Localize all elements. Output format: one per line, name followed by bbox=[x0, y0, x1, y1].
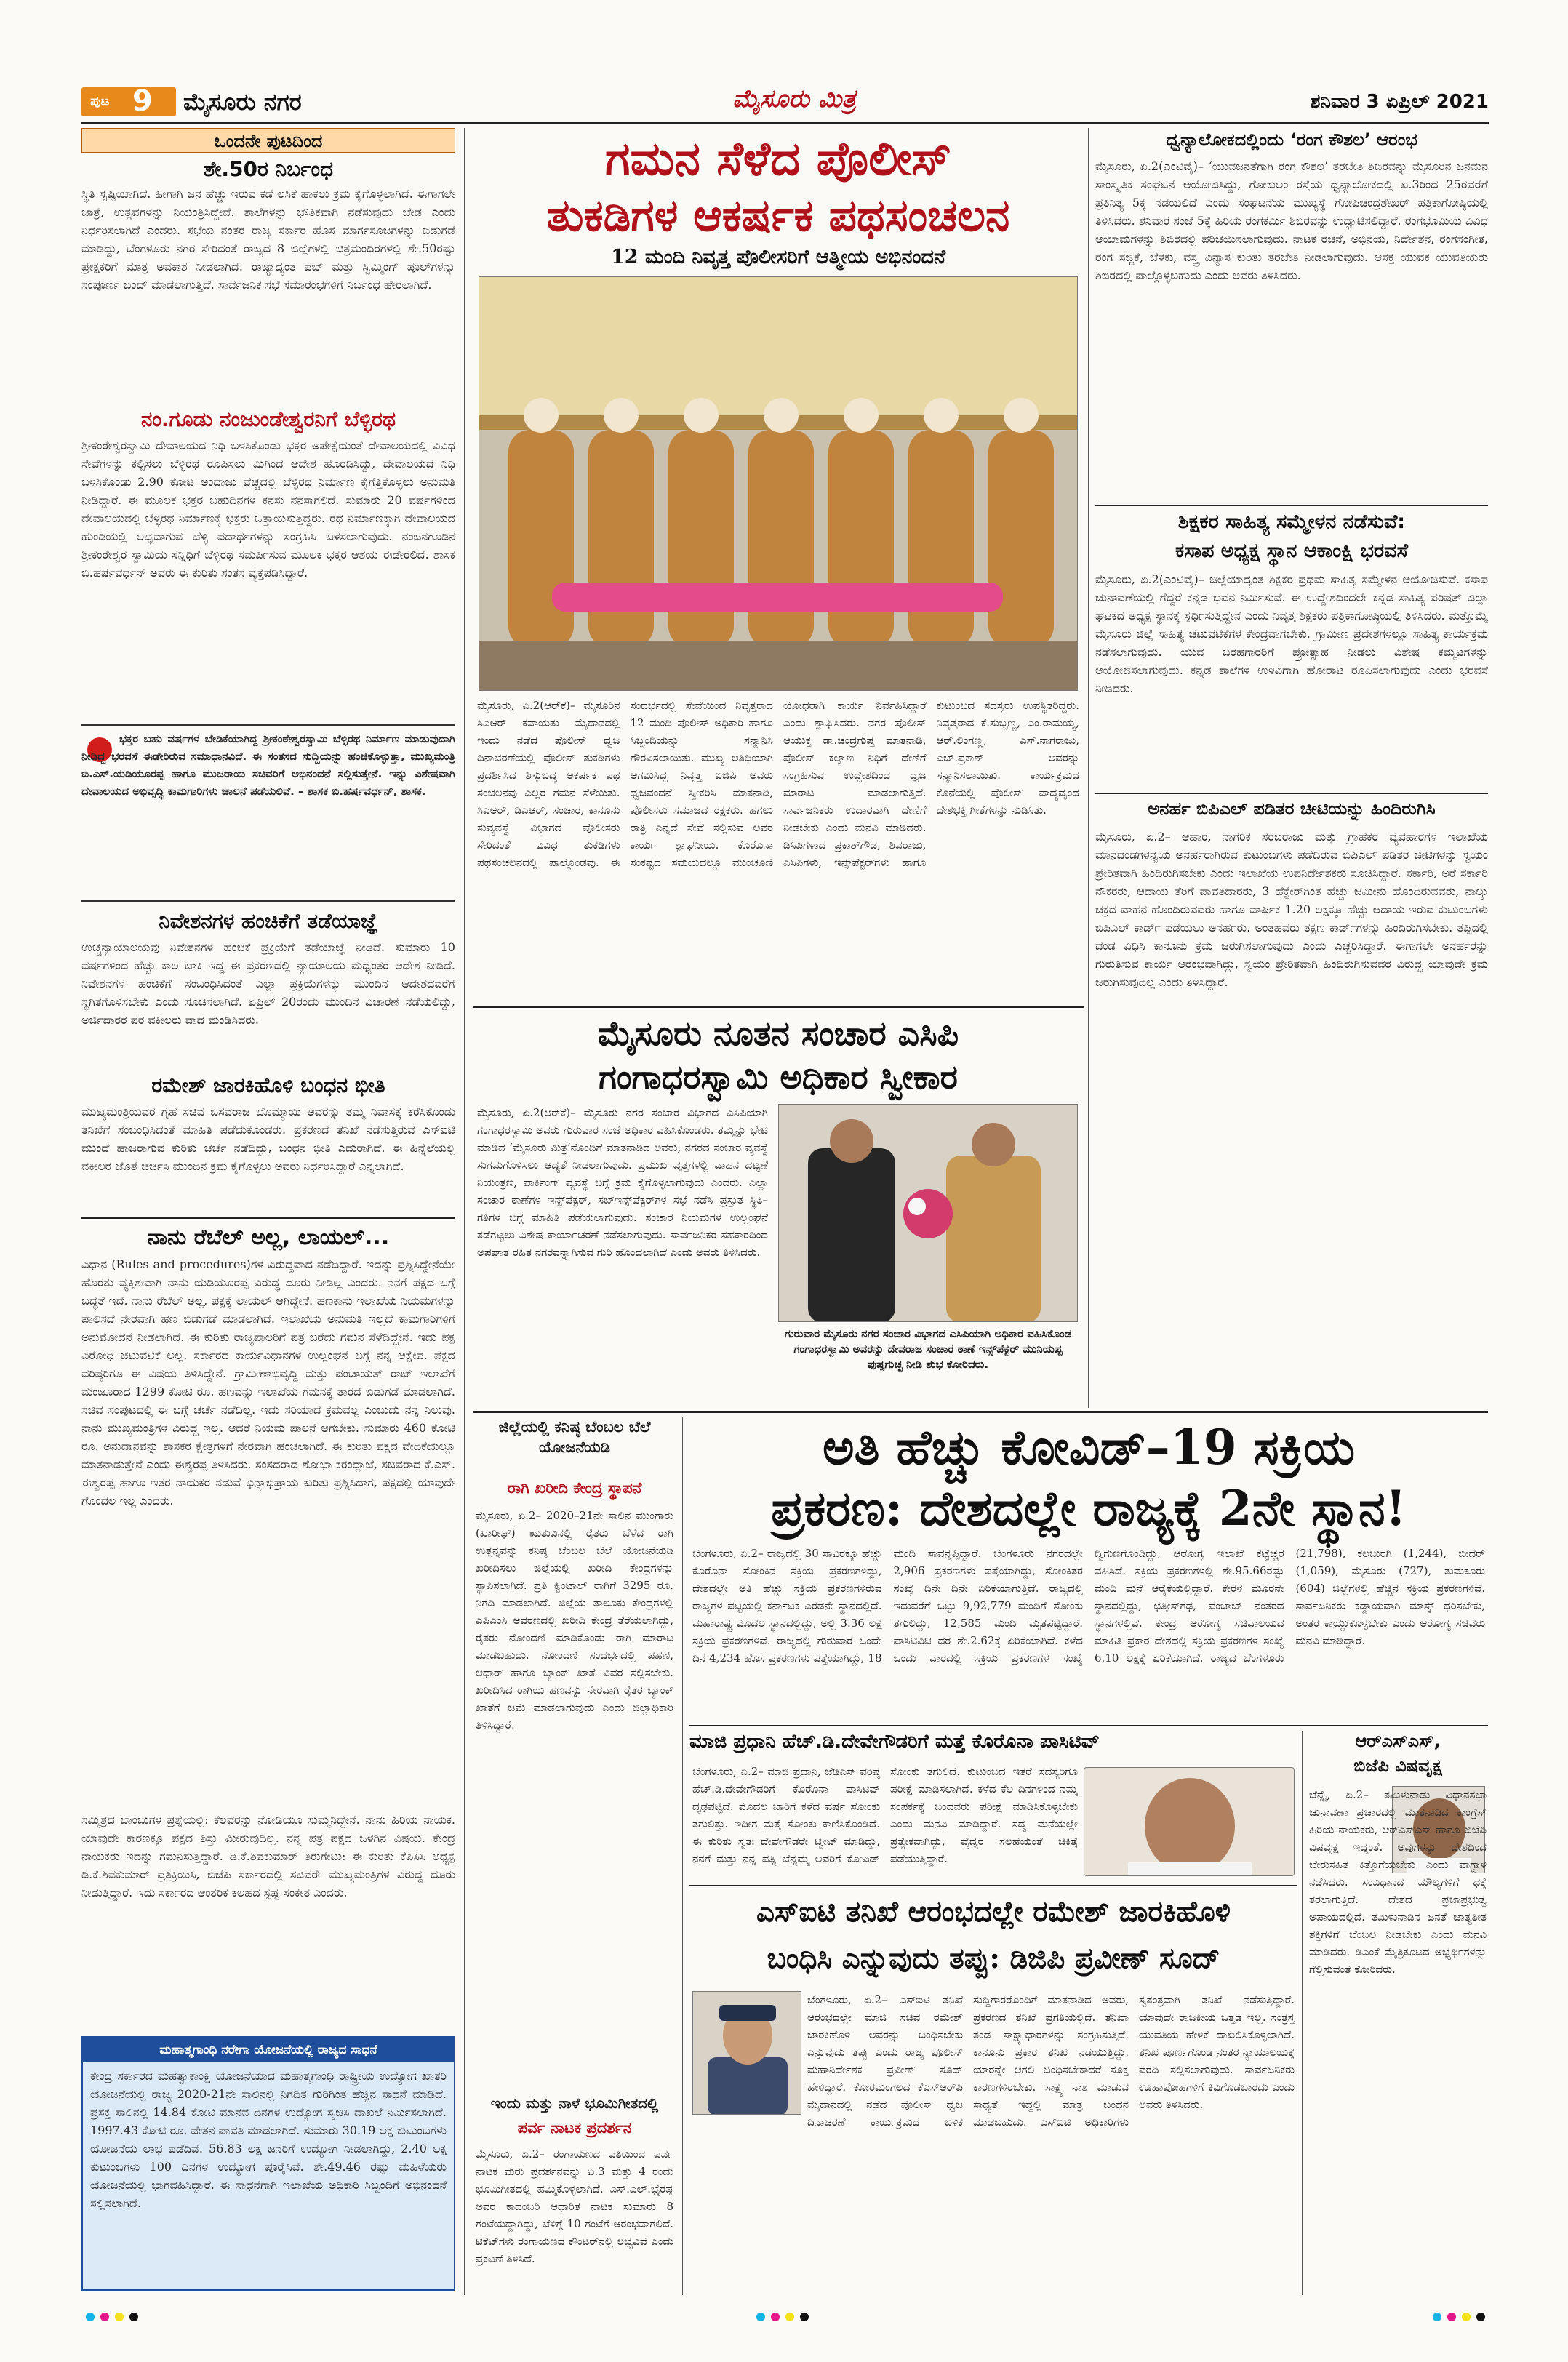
page-label: ಪುಟ bbox=[90, 94, 110, 109]
cyan-dot bbox=[86, 2313, 95, 2321]
col1-divider bbox=[81, 1217, 455, 1219]
col-divider-1 bbox=[464, 128, 465, 2295]
col1b-head: ನಾನು ರೆಬೆಲ್ ಅಲ್ಲ, ಲಾಯಲ್... bbox=[147, 1225, 390, 1250]
col1b-text: ವಿಧಾನ (Rules and procedures)ಗಳ ವಿರುದ್ಧವಾದ ನಡೆದಿದ್ದಾರೆ. ಇದನ್ನು ಪ್ರಶ್ನಿಸಿದ್ದೇನೆಯೇ ಹೊರತು ವ್ಯಕ್ತಿಶಃವಾಗಿ ನಾನು ಯಡಿಯೂರಪ್ಪ ವಿರುದ್ಧ ದೂರು ನೀಡಿಲ್ಲ ಎಂದರು. ನನಗೆ ಪಕ್ಷದ ಬಗ್ಗೆ ಬದ್ಧತೆ ಇದೆ. ನಾನು ರೆಬೆಲ್ ಅಲ್ಲ, ಪಕ್ಷಕ್ಕೆ ಲಾಯಲ್ ಆಗಿದ್ದೇನೆ. ಹಣಕಾಸು ಇಲಾಖೆಯ ನಿಯಮಗಳನ್ನು ಪಾಲಿಸದೆ ನೇರವಾಗಿ ಹಣ ಬಿಡುಗಡೆ ಮಾಡಲಾಗಿದೆ. ಇಲಾಖೆಯ ಅನುಮತಿ ಇಲ್ಲದೆ ಕಾಮಗಾರಿಗಳಿಗೆ ಅನುಮೋದನೆ ನೀಡಲಾಗಿದೆ. ಈ ಕುರಿತು ರಾಜ್ಯಪಾಲರಿಗೆ ಪತ್ರ ಬರೆದು ಗಮನ ಸೆಳೆದಿದ್ದೇನೆ. ಇದು ಪಕ್ಷ ವಿರೋಧಿ ಚಟುವಟಿಕೆ ಅಲ್ಲ. ಸರ್ಕಾರದ ಕಾರ್ಯವಿಧಾನಗಳ ಉಲ್ಲಂಘನೆ ಬಗ್ಗೆ ನನ್ನ ಆಕ್ಷೇಪ. ಪಕ್ಷದ ವರಿಷ್ಠರಿಗೂ ಈ ವಿಷಯ ತಿಳಿಸಿದ್ದೇನೆ. ಗ್ರಾಮೀಣಾಭಿವೃದ್ಧಿ ಮತ್ತು ಪಂಚಾಯತ್ ರಾಜ್ ಇಲಾಖೆಗೆ ಮಂಜೂರಾದ 1299 ಕೋಟಿ ರೂ. ಹಣವನ್ನು ಇಲಾಖೆಯ ಗಮನಕ್ಕೆ ತಾರದೆ ಬಿಡುಗಡೆ ಮಾಡಲಾಗಿದೆ. ಸಚಿವ ಸಂಪುಟದಲ್ಲಿ ಈ ಬಗ್ಗೆ ಚರ್ಚೆ ನಡೆದಿಲ್ಲ. ಇದು ಸರಿಯಾದ ಕ್ರಮವಲ್ಲ ಎಂಬುದು ನನ್ನ ನಿಲುವು. ನಾನು ಮುಖ್ಯಮಂತ್ರಿಗಳ ವಿರುದ್ಧ ಇಲ್ಲ. ಆದರೆ ನಿಯಮ ಪಾಲನೆ ಆಗಬೇಕು. ಸುಮಾರು 460 ಕೋಟಿ ರೂ. ಅನುದಾನವನ್ನು ಶಾಸಕರ ಕ್ಷೇತ್ರಗಳಿಗೆ ನೇರವಾಗಿ ಹಂಚಲಾಗಿದೆ. ಈ ಕುರಿತು ಪಕ್ಷದ ವೇದಿಕೆಯಲ್ಲೂ ಮಾತನಾಡುತ್ತೇನೆ ಎಂದು ಈಶ್ವರಪ್ಪ ತಿಳಿಸಿದರು. ಸಂಸದರಾದ ಶೋಭಾ ಕರಂದ್ಲಾಜೆ, ಸಚಿವರಾದ ಕೆ.ಎಸ್. ಈಶ್ವರಪ್ಪ ಹಾಗೂ ಇತರ ನಾಯಕರ ನಡುವೆ ಭಿನ್ನಾಭಿಪ್ರಾಯ ಕುರಿತು ಪ್ರಶ್ನಿಸಿದಾಗ, ಪಕ್ಷದಲ್ಲಿ ಯಾವುದೇ ಗೊಂದಲ ಇಲ್ಲ ಎಂದರು. bbox=[81, 1257, 455, 1508]
acp-handover-image bbox=[779, 1105, 1078, 1322]
cyan-dot bbox=[756, 2313, 765, 2321]
mid-rule bbox=[473, 1411, 1488, 1413]
acp-rule bbox=[473, 1006, 1084, 1008]
col1-head-2: ನಂ.ಗೂಡು ನಂಜುಂಡೇಶ್ವರನಿಗೆ ಬೆಳ್ಳಿರಥ bbox=[140, 407, 396, 431]
col4-text-3: ಮೈಸೂರು, ಏ.2– ಆಹಾರ, ನಾಗರಿಕ ಸರಬರಾಜು ಮತ್ತು ಗ್ರಾಹಕರ ವ್ಯವಹಾರಗಳ ಇಲಾಖೆಯ ಮಾನದಂಡಗಳನ್ವಯ ಅನರ್ಹರಾಗಿರುವ ಕುಟುಂಬಗಳು ಪಡೆದಿರುವ ಬಿಪಿಎಲ್ ಪಡಿತರ ಚೀಟಿಗಳನ್ನು ಸ್ವಯಂ ಪ್ರೇರಿತವಾಗಿ ಹಿಂದಿರುಗಿಸಬೇಕು ಎಂದು ಇಲಾಖೆಯ ಉಪನಿರ್ದೇಶಕರು ಸೂಚಿಸಿದ್ದಾರೆ. ಸರ್ಕಾರಿ, ಅರೆ ಸರ್ಕಾರಿ ನೌಕರರು, ಆದಾಯ ತೆರಿಗೆ ಪಾವತಿದಾರರು, 3 ಹೆಕ್ಟೇರ್‌ಗಿಂತ ಹೆಚ್ಚು ಜಮೀನು ಹೊಂದಿರುವವರು, ನಾಲ್ಕು ಚಕ್ರದ ವಾಹನ ಹೊಂದಿರುವವರು ಹಾಗೂ ವಾರ್ಷಿಕ 1.20 ಲಕ್ಷಕ್ಕೂ ಹೆಚ್ಚು ಆದಾಯ ಇರುವ ಕುಟುಂಬಗಳು ಬಿಪಿಎಲ್ ಕಾರ್ಡ್ ಪಡೆಯಲು ಅನರ್ಹರು. ಅಂತಹವರು ತಕ್ಷಣ ಕಾರ್ಡ್‌ಗಳನ್ನು ಹಿಂದಿರುಗಿಸಬೇಕು. ತಪ್ಪಿದಲ್ಲಿ ದಂಡ ವಿಧಿಸಿ ಕಾನೂನು ಕ್ರಮ ಜರುಗಿಸಲಾಗುವುದು ಎಂದು ಎಚ್ಚರಿಸಿದ್ದಾರೆ. ಈಗಾಗಲೇ ಅನರ್ಹರನ್ನು ಗುರುತಿಸುವ ಕಾರ್ಯ ಆರಂಭವಾಗಿದ್ದು, ಸ್ವಯಂ ಪ್ರೇರಿತವಾಗಿ ಹಿಂದಿರುಗಿಸುವವರ ವಿರುದ್ಧ ಯಾವುದೇ ಕ್ರಮ ಜರುಗಿಸುವುದಿಲ್ಲ ಎಂದು ತಿಳಿಸಿದ್ದಾರೆ. bbox=[1095, 830, 1488, 989]
parva-text: ಮೈಸೂರು, ಏ.2– ರಂಗಾಯಣದ ವತಿಯಿಂದ ಪರ್ವ ನಾಟಕ ಮರು ಪ್ರದರ್ಶನವನ್ನು ಏ.3 ಮತ್ತು 4 ರಂದು ಭೂಮಿಗೀತದಲ್ಲಿ ಹಮ್ಮಿಕೊಳ್ಳಲಾಗಿದೆ. ಎಸ್.ಎಲ್.ಭೈರಪ್ಪ ಅವರ ಕಾದಂಬರಿ ಆಧಾರಿತ ನಾಟಕ ಸುಮಾರು 8 ಗಂಟೆಯದ್ದಾಗಿದ್ದು, ಬೆಳಿಗ್ಗೆ 10 ಗಂಟೆಗೆ ಆರಂಭವಾಗಲಿದೆ. ಟಿಕೆಟ್‌ಗಳು ರಂಗಾಯಣದ ಕೌಂಟರ್‌ನಲ್ಲಿ ಲಭ್ಯವಿವೆ ಎಂದು ಪ್ರಕಟಣೆ ತಿಳಿಸಿದೆ. bbox=[476, 2147, 673, 2265]
sit-headline-2: ಬಂಧಿಸಿ ಎನ್ನುವುದು ತಪ್ಪು: ಡಿಜಿಪಿ ಪ್ರವೀಣ್ ಸೂದ್ bbox=[767, 1942, 1220, 1975]
col1b-text-2: ಸಮ್ಮಿಶ್ರದ ಬಾಂಬುಗಳ ಪ್ರಶ್ನೆಯಲ್ಲಿ: ಕೆಲವರನ್ನು ನೋಡಿಯೂ ಸುಮ್ಮನಿದ್ದೇನೆ. ನಾನು ಹಿರಿಯ ನಾಯಕ. ಯಾವುದೇ ಕಾರಣಕ್ಕೂ ಪಕ್ಷದ ಶಿಸ್ತು ಮೀರುವುದಿಲ್ಲ. ನನ್ನ ಪತ್ರ ಪಕ್ಷದ ಒಳಗಿನ ವಿಷಯ. ಕೇಂದ್ರ ನಾಯಕರು ಇದನ್ನು ಗಮನಿಸುತ್ತಿದ್ದಾರೆ. ಡಿ.ಕೆ.ಶಿವಕುಮಾರ್ ತಿರುಗೇಟು: ಈ ಕುರಿತು ಕೆಪಿಸಿಸಿ ಅಧ್ಯಕ್ಷ ಡಿ.ಕೆ.ಶಿವಕುಮಾರ್ ಪ್ರತಿಕ್ರಿಯಿಸಿ, ಬಿಜೆಪಿ ಸರ್ಕಾರದಲ್ಲಿ ಸಚಿವರೇ ಮುಖ್ಯಮಂತ್ರಿಗಳ ವಿರುದ್ಧ ದೂರು ನೀಡುತ್ತಿದ್ದಾರೆ. ಇದು ಸರ್ಕಾರದ ಆಂತರಿಕ ಕಲಹದ ಸ್ಪಷ್ಟ ಸಂಕೇತ ಎಂದರು. bbox=[81, 1813, 455, 1899]
col-divider-2 bbox=[1088, 128, 1089, 1408]
page-number-badge bbox=[81, 84, 176, 118]
yellow-dot bbox=[115, 2313, 124, 2321]
police-ceremony-image bbox=[479, 277, 1078, 691]
dgp-photo bbox=[692, 1991, 801, 2115]
col4-text-1: ಮೈಸೂರು, ಏ.2(ಎಂಟಿವೈ)– ‘ಯುವಜನತೆಗಾಗಿ ರಂಗ ಕೌಶಲ’ ತರಬೇತಿ ಶಿಬಿರವನ್ನು ಮೈಸೂರಿನ ಜನಮನ ಸಾಂಸ್ಕೃತಿಕ ಸಂಘಟನೆ ಆಯೋಜಿಸಿದ್ದು, ಗೋಕುಲಂ ರಸ್ತೆಯ ಧ್ವನ್ಯಾಲೋಕದಲ್ಲಿ ಏ.3ರಿಂದ 25ರವರೆಗೆ ಪ್ರತಿನಿತ್ಯ 5ಕ್ಕೆ ನಡೆಯಲಿದೆ ಎಂದು ಸಂಘಟನೆಯ ಮುಖ್ಯಸ್ಥೆ ಗೋಪಿಚಂದ್ರಶೇಖರ್ ಪತ್ರಿಕಾಗೋಷ್ಠಿಯಲ್ಲಿ ತಿಳಿಸಿದರು. ಶನಿವಾರ ಸಂಜೆ 5ಕ್ಕೆ ಹಿರಿಯ ರಂಗಕರ್ಮಿ ಶಿಬಿರವನ್ನು ಉದ್ಘಾಟಿಸಲಿದ್ದಾರೆ. ರಂಗಭೂಮಿಯ ವಿವಿಧ ಆಯಾಮಗಳನ್ನು ಶಿಬಿರದಲ್ಲಿ ಪರಿಚಯಿಸಲಾಗುವುದು. ನಾಟಕ ರಚನೆ, ಅಭಿನಯ, ನಿರ್ದೇಶನ, ರಂಗಸಂಗೀತ, ರಂಗ ಸಜ್ಜಿಕೆ, ಬೆಳಕು, ವಸ್ತ್ರ ವಿನ್ಯಾಸ ಕುರಿತು ತರಬೇತಿ ನೀಡಲಾಗುವುದು. ಆಸಕ್ತ ಯುವಕ ಯುವತಿಯರು ಶಿಬಿರದಲ್ಲಿ ಪಾಲ್ಗೊಳ್ಳಬಹುದು ಎಂದು ಅವರು ತಿಳಿಸಿದರು. bbox=[1095, 159, 1488, 282]
ragi-head-1: ಜಿಲ್ಲೆಯಲ್ಲಿ ಕನಿಷ್ಠ ಬೆಂಬಲ ಬೆಲೆ ಯೋಜನೆಯಡಿ bbox=[498, 1418, 651, 1456]
col-divider-3 bbox=[682, 1417, 683, 2295]
col4-text-2: ಮೈಸೂರು, ಏ.2(ಎಂಟಿವೈ)– ಜಿಲ್ಲೆಯಾದ್ಯಂತ ಶಿಕ್ಷಕರ ಪ್ರಥಮ ಸಾಹಿತ್ಯ ಸಮ್ಮೇಳನ ಆಯೋಜಿಸುವೆ. ಕಸಾಪ ಚುನಾವಣೆಯಲ್ಲಿ ಗೆದ್ದರೆ ಕನ್ನಡ ಭವನ ನಿರ್ಮಿಸುವೆ. ಈ ಉದ್ದೇಶದಿಂದಲೇ ಕನ್ನಡ ಸಾಹಿತ್ಯ ಪರಿಷತ್ ಜಿಲ್ಲಾ ಘಟಕದ ಅಧ್ಯಕ್ಷ ಸ್ಥಾನಕ್ಕೆ ಸ್ಪರ್ಧಿಸುತ್ತಿದ್ದೇನೆ ಎಂದು ನಿವೃತ್ತ ಶಿಕ್ಷಕರು ಪತ್ರಿಕಾಗೋಷ್ಠಿಯಲ್ಲಿ ತಿಳಿಸಿದರು. ಮತ್ತೊಮ್ಮೆ ಮೈಸೂರು ಜಿಲ್ಲೆ ಸಾಹಿತ್ಯ ಚಟುವಟಿಕೆಗಳ ಕೇಂದ್ರವಾಗಬೇಕು. ಗ್ರಾಮೀಣ ಪ್ರದೇಶಗಳಲ್ಲೂ ಸಾಹಿತ್ಯ ಕಾರ್ಯಕ್ರಮ ನಡೆಸಲಾಗುವುದು. ಯುವ ಬರಹಗಾರರಿಗೆ ಪ್ರೋತ್ಸಾಹ ನೀಡಲು ವಿಶೇಷ ಕಮ್ಮಟಗಳನ್ನು ಆಯೋಜಿಸಲಾಗುವುದು. ಕನ್ನಡ ಶಾಲೆಗಳ ಉಳಿವಿಗಾಗಿ ಹೋರಾಟ ರೂಪಿಸಲಾಗುವುದು ಎಂದು ಭರವಸೆ ನೀಡಿದರು. bbox=[1095, 572, 1488, 695]
sit-rule bbox=[689, 1885, 1297, 1886]
col4-head-3: ಅನರ್ಹ ಬಿಪಿಎಲ್ ಪಡಿತರ ಚೀಟಿಯನ್ನು ಹಿಂದಿರುಗಿಸಿ bbox=[1148, 798, 1436, 819]
col4-rule-2 bbox=[1095, 793, 1488, 794]
rss-text: ಚೆನ್ನೈ, ಏ.2– ತಮಿಳುನಾಡು ವಿಧಾನಸಭಾ ಚುನಾವಣಾ ಪ್ರಚಾರದಲ್ಲಿ ಮಾತನಾಡಿದ ಕಾಂಗ್ರೆಸ್ ಹಿರಿಯ ನಾಯಕರು, ಆರ್‌ಎಸ್‌ಎಸ್ ಹಾಗೂ ಬಿಜೆಪಿ ವಿಷವೃಕ್ಷ ಇದ್ದಂತೆ. ಅವುಗಳನ್ನು ದೇಶದಿಂದ ಬೇರುಸಹಿತ ಕಿತ್ತೊಗೆಯಬೇಕು ಎಂದು ವಾಗ್ದಾಳಿ ನಡೆಸಿದರು. ಸಂವಿಧಾನದ ಮೌಲ್ಯಗಳಿಗೆ ಧಕ್ಕೆ ತರಲಾಗುತ್ತಿದೆ. ದೇಶದ ಪ್ರಜಾಪ್ರಭುತ್ವ ಅಪಾಯದಲ್ಲಿದೆ. ತಮಿಳುನಾಡಿನ ಜನತೆ ಜಾತ್ಯತೀತ ಶಕ್ತಿಗಳಿಗೆ ಬೆಂಬಲ ನೀಡಬೇಕು ಎಂದು ಮನವಿ ಮಾಡಿದರು. ಡಿಎಂಕೆ ಮೈತ್ರಿಕೂಟದ ಅಭ್ಯರ್ಥಿಗಳನ್ನು ಗೆಲ್ಲಿಸುವಂತೆ ಕೋರಿದರು. bbox=[1309, 1788, 1487, 1976]
sit-text: ಬೆಂಗಳೂರು, ಏ.2– ಎಸ್‌ಐಟಿ ತನಿಖೆ ಆರಂಭದಲ್ಲೇ ಮಾಜಿ ಸಚಿವ ರಮೇಶ್ ಜಾರಕಿಹೊಳಿ ಅವರನ್ನು ಬಂಧಿಸಬೇಕು ಎನ್ನುವುದು ತಪ್ಪು ಎಂದು ರಾಜ್ಯ ಪೊಲೀಸ್ ಮಹಾನಿರ್ದೇಶಕ ಪ್ರವೀಣ್ ಸೂದ್ ಹೇಳಿದ್ದಾರೆ. ಕೋರಮಂಗಲದ ಕೆಎಸ್‌ಆರ್‌ಪಿ ಮೈದಾನದಲ್ಲಿ ನಡೆದ ಪೊಲೀಸ್ ಧ್ವಜ ದಿನಾಚರಣೆ ಕಾರ್ಯಕ್ರಮದ ಬಳಿಕ ಸುದ್ದಿಗಾರರೊಂದಿಗೆ ಮಾತನಾಡಿದ ಅವರು, ಪ್ರಕರಣದ ತನಿಖೆ ಪ್ರಗತಿಯಲ್ಲಿದೆ. ತನಿಖಾ ತಂಡ ಸಾಕ್ಷ್ಯಾಧಾರಗಳನ್ನು ಸಂಗ್ರಹಿಸುತ್ತಿದೆ. ಕಾನೂನು ಪ್ರಕಾರ ತನಿಖೆ ನಡೆಯುತ್ತಿದ್ದು, ಯಾರನ್ನೇ ಆಗಲಿ ಬಂಧಿಸಬೇಕಾದರೆ ಸೂಕ್ತ ಕಾರಣಗಳಿರಬೇಕು. ಸಾಕ್ಷ್ಯ ನಾಶ ಮಾಡುವ ಸಾಧ್ಯತೆ ಇದ್ದಲ್ಲಿ ಮಾತ್ರ ಬಂಧನ ಮಾಡಬಹುದು. ಎಸ್‌ಐಟಿ ಅಧಿಕಾರಿಗಳು ಸ್ವತಂತ್ರವಾಗಿ ತನಿಖೆ ನಡೆಸುತ್ತಿದ್ದಾರೆ. ಯಾವುದೇ ರಾಜಕೀಯ ಒತ್ತಡ ಇಲ್ಲ. ಸಂತ್ರಸ್ತ ಯುವತಿಯ ಹೇಳಿಕೆ ದಾಖಲಿಸಿಕೊಳ್ಳಲಾಗಿದೆ. ತನಿಖೆ ಪೂರ್ಣಗೊಂಡ ನಂತರ ನ್ಯಾಯಾಲಯಕ್ಕೆ ವರದಿ ಸಲ್ಲಿಸಲಾಗುವುದು. ಸಾರ್ವಜನಿಕರು ಊಹಾಪೋಹಗಳಿಗೆ ಕಿವಿಗೊಡಬಾರದು ಎಂದು ಅವರು ತಿಳಿಸಿದರು. bbox=[807, 1993, 1295, 2129]
rss-head-1: ಆರ್‌ಎಸ್‌ಎಸ್, bbox=[1355, 1731, 1441, 1751]
portrait-image bbox=[1084, 1768, 1295, 1876]
page-number: 9 bbox=[132, 84, 153, 118]
col1-text-1: ಸ್ಥಿತಿ ಸೃಷ್ಟಿಯಾಗಿದೆ. ಹೀಗಾಗಿ ಜನ ಹೆಚ್ಚು ಇರುವ ಕಡೆ ಲಸಿಕೆ ಹಾಕಲು ಕ್ರಮ ಕೈಗೊಳ್ಳಲಾಗಿದೆ. ಈಗಾಗಲೇ ಜಾತ್ರೆ, ಉತ್ಸವಗಳನ್ನು ನಿಯಂತ್ರಿಸಿದ್ದೇವೆ. ಶಾಲೆಗಳನ್ನು ಭೌತಿಕವಾಗಿ ನಡೆಸುವುದು ಬೇಡ ಎಂದು ನಿರ್ಧರಿಸಲಾಗಿದೆ ಎಂದರು. ಸಭೆಯ ನಂತರ ರಾಜ್ಯ ಸರ್ಕಾರ ಹೊಸ ಮಾರ್ಗಸೂಚಿಗಳನ್ನು ಬಿಡುಗಡೆ ಮಾಡಿದ್ದು, ಬೆಂಗಳೂರು ನಗರ ಸೇರಿದಂತೆ ರಾಜ್ಯದ 8 ಜಿಲ್ಲೆಗಳಲ್ಲಿ ಚಿತ್ರಮಂದಿರಗಳಲ್ಲಿ ಶೇ.50ರಷ್ಟು ಪ್ರೇಕ್ಷಕರಿಗೆ ಮಾತ್ರ ಅವಕಾಶ ನೀಡಲಾಗಿದೆ. ರಾಜ್ಯಾದ್ಯಂತ ಪಬ್ ಮತ್ತು ಸ್ವಿಮ್ಮಿಂಗ್ ಪೂಲ್‌ಗಳನ್ನು ಸಂಪೂರ್ಣ ಬಂದ್ ಮಾಡಲಾಗುತ್ತಿದೆ. ಸಾರ್ವಜನಿಕ ಸಭೆ ಸಮಾರಂಭಗಳಿಗೆ ನಿರ್ಬಂಧ ಹೇರಲಾಗಿದೆ. bbox=[81, 187, 455, 292]
acp-photo-caption: ಗುರುವಾರ ಮೈಸೂರು ನಗರ ಸಂಚಾರ ವಿಭಾಗದ ಎಸಿಪಿಯಾಗಿ ಅಧಿಕಾರ ವಹಿಸಿಕೊಂಡ ಗಂಗಾಧರಸ್ವಾಮಿ ಅವರನ್ನು ದೇವರಾಜ ಸಂಚಾರ ಠಾಣೆ ಇನ್ಸ್‌ಪೆಕ್ಟರ್ ಮುನಿಯಪ್ಪ ಪುಷ್ಪಗುಚ್ಛ ನೀಡಿ ಶುಭ ಕೋರಿದರು. bbox=[784, 1327, 1072, 1371]
print-registration-marks bbox=[0, 2313, 1568, 2334]
deve-text-a: ಬೆಂಗಳೂರು, ಏ.2– ಮಾಜಿ ಪ್ರಧಾನಿ, ಜೆಡಿಎಸ್ ವರಿಷ್ಠ ಹೆಚ್.ಡಿ.ದೇವೇಗೌಡರಿಗೆ ಕೊರೊನಾ ಪಾಸಿಟಿವ್ ದೃಢಪಟ್ಟಿದೆ. ಮೊದಲ ಬಾರಿಗೆ ಕಳೆದ ವರ್ಷ ಸೋಂಕು ತಗುಲಿತ್ತು. ಇದೀಗ ಮತ್ತೆ ಸೋಂಕು ಕಾಣಿಸಿಕೊಂಡಿದೆ. ಈ ಕುರಿತು ಸ್ವತಃ ದೇವೇಗೌಡರೇ ಟ್ವೀಟ್ ಮಾಡಿದ್ದು, ನನಗೆ ಮತ್ತು ನನ್ನ ಪತ್ನಿ ಚೆನ್ನಮ್ಮ ಅವರಿಗೆ ಕೋವಿಡ್ ಸೋಂಕು ತಗುಲಿದೆ. ಕುಟುಂಬದ ಇತರೆ ಸದಸ್ಯರಿಗೂ ಪರೀಕ್ಷೆ ಮಾಡಿಸಲಾಗಿದೆ. ಕಳೆದ ಕೆಲ ದಿನಗಳಿಂದ ನಮ್ಮ ಸಂಪರ್ಕಕ್ಕೆ ಬಂದವರು ಪರೀಕ್ಷೆ ಮಾಡಿಸಿಕೊಳ್ಳಬೇಕು ಎಂದು ಮನವಿ ಮಾಡಿದ್ದಾರೆ. ಸದ್ಯ ಮನೆಯಲ್ಲೇ ಪ್ರತ್ಯೇಕವಾಗಿದ್ದು, ವೈದ್ಯರ ಸಲಹೆಯಂತೆ ಚಿಕಿತ್ಸೆ ಪಡೆಯುತ್ತಿದ್ದಾರೆ. bbox=[692, 1765, 1078, 1865]
col4-rule-1 bbox=[1095, 505, 1488, 506]
col-divider-4 bbox=[1302, 1731, 1303, 2295]
parva-head-2: ಪರ್ವ ನಾಟಕ ಪ್ರದರ್ಶನ bbox=[517, 2119, 632, 2137]
black-dot bbox=[129, 2313, 138, 2321]
section-title: ಮೈಸೂರು ನಗರ bbox=[183, 88, 302, 116]
sit-headline-1: ಎಸ್‌ಐಟಿ ತನಿಖೆ ಆರಂಭದಲ್ಲೇ ರಮೇಶ್ ಜಾರಕಿಹೊಳಿ bbox=[756, 1895, 1231, 1929]
continued-banner: ಒಂದನೇ ಪುಟದಿಂದ bbox=[81, 128, 455, 153]
quote-text: ಭಕ್ತರ ಬಹು ವರ್ಷಗಳ ಬೇಡಿಕೆಯಾಗಿದ್ದ ಶ್ರೀಕಂಠೇಶ್ವರಸ್ವಾಮಿ ಬೆಳ್ಳಿರಥ ನಿರ್ಮಾಣ ಮಾಡುವುದಾಗಿ ನೀಡಿದ್ದ ಭರವಸೆ ಈಡೇರಿರುವ ಸಮಾಧಾನವಿದೆ. ಈ ಸಂತಸದ ಸುದ್ದಿಯನ್ನು ಹಂಚಿಕೊಳ್ಳುತ್ತಾ, ಮುಖ್ಯಮಂತ್ರಿ ಬಿ.ಎಸ್.ಯಡಿಯೂರಪ್ಪ ಹಾಗೂ ಮುಜರಾಯಿ ಸಚಿವರಿಗೆ ಅಭಿನಂದನೆ ಸಲ್ಲಿಸುತ್ತೇನೆ. ಇನ್ನು ವಿಶೇಷವಾಗಿ ದೇವಾಲಯದ ಅಭಿವೃದ್ಧಿ ಕಾಮಗಾರಿಗಳು ಚಾಲನೆ ಪಡೆಯಲಿವೆ. – ಶಾಸಕ ಬಿ.ಹರ್ಷವರ್ಧನ್, ಶಾಸಕ. bbox=[81, 732, 455, 798]
col1-text-2: ಶ್ರೀಕಂಠೇಶ್ವರಸ್ವಾಮಿ ದೇವಾಲಯದ ನಿಧಿ ಬಳಸಿಕೊಂಡು ಭಕ್ತರ ಅಪೇಕ್ಷೆಯಂತೆ ದೇವಾಲಯದಲ್ಲಿ ವಿವಿಧ ಸೇವೆಗಳನ್ನು ಕಲ್ಪಿಸಲು ಬೆಳ್ಳಿರಥ ರೂಪಿಸಲು ಮಿಗಿಂದ ಆದೇಶ ಹೊರಡಿಸಿದ್ದು, ದೇವಾಲಯದ ನಿಧಿ ಬಳಸಿಕೊಂಡು 2.90 ಕೋಟಿ ಅಂದಾಜು ವೆಚ್ಚದಲ್ಲಿ ಬೆಳ್ಳಿರಥ ನಿರ್ಮಾಣ ಕೈಗೆತ್ತಿಕೊಳ್ಳಲು ಅನುಮತಿ ನೀಡಿದ್ದಾರೆ. ಈ ಮೂಲಕ ಭಕ್ತರ ಬಹುದಿನಗಳ ಕನಸು ನನಸಾಗಲಿದೆ. ಸುಮಾರು 20 ವರ್ಷಗಳಿಂದ ದೇವಾಲಯದಲ್ಲಿ ಬೆಳ್ಳಿರಥ ನಿರ್ಮಾಣಕ್ಕೆ ಭಕ್ತರು ಒತ್ತಾಯಿಸುತ್ತಿದ್ದರು. ರಥ ನಿರ್ಮಾಣಕ್ಕಾಗಿ ದೇವಾಲಯದ ಹುಂಡಿಯಲ್ಲಿ ಲಭ್ಯವಾಗುವ ಬೆಳ್ಳಿ ಪದಾರ್ಥಗಳನ್ನು ಸಂಗ್ರಹಿಸಿ ಬಳಸಲಾಗುವುದು. ನಂಜನಗೂಡಿನ ಶ್ರೀಕಂಠೇಶ್ವರ ಸ್ವಾಮಿಯ ಸನ್ನಿಧಿಗೆ ಬೆಳ್ಳಿರಥ ಸಮರ್ಪಿಸುವ ಮೂಲಕ ಭಕ್ತರ ಆಶಯ ಈಡೇರಲಿದೆ. ಶಾಸಕ ಬಿ.ಹರ್ಷವರ್ಧನ್ ಅವರು ಈ ಕುರಿತು ಸಂತಸ ವ್ಯಕ್ತಪಡಿಸಿದ್ದಾರೆ. bbox=[81, 439, 455, 580]
issue-date: ಶನಿವಾರ 3 ಏಪ್ರಿಲ್ 2021 bbox=[1310, 91, 1489, 113]
deve-headline: ಮಾಜಿ ಪ್ರಧಾನಿ ಹೆಚ್.ಡಿ.ದೇವೇಗೌಡರಿಗೆ ಮತ್ತೆ ಕೊರೊನಾ ಪಾಸಿಟಿವ್ bbox=[689, 1731, 1100, 1753]
deve-photo bbox=[1084, 1767, 1295, 1876]
masthead-rule bbox=[81, 122, 1489, 124]
nrega-text: ಕೇಂದ್ರ ಸರ್ಕಾರದ ಮಹತ್ವಾಕಾಂಕ್ಷಿ ಯೋಜನೆಯಾದ ಮಹಾತ್ಮಗಾಂಧಿ ರಾಷ್ಟ್ರೀಯ ಉದ್ಯೋಗ ಖಾತರಿ ಯೋಜನೆಯಲ್ಲಿ ರಾಜ್ಯ 2020-21ನೇ ಸಾಲಿನಲ್ಲಿ ನಿಗದಿತ ಗುರಿಗಿಂತ ಹೆಚ್ಚಿನ ಸಾಧನೆ ಮಾಡಿದೆ. ಪ್ರಸಕ್ತ ಸಾಲಿನಲ್ಲಿ 14.84 ಕೋಟಿ ಮಾನವ ದಿನಗಳ ಉದ್ಯೋಗ ಸೃಜಿಸಿ ದಾಖಲೆ ನಿರ್ಮಿಸಲಾಗಿದೆ. 1997.43 ಕೋಟಿ ರೂ. ವೇತನ ಪಾವತಿ ಮಾಡಲಾಗಿದೆ. ಸುಮಾರು 30.19 ಲಕ್ಷ ಕುಟುಂಬಗಳು ಯೋಜನೆಯ ಲಾಭ ಪಡೆದಿವೆ. 56.83 ಲಕ್ಷ ಜನರಿಗೆ ಉದ್ಯೋಗ ನೀಡಲಾಗಿದ್ದು, 2.40 ಲಕ್ಷ ಕುಟುಂಬಗಳು 100 ದಿನಗಳ ಉದ್ಯೋಗ ಪೂರೈಸಿವೆ. ಶೇ.49.46 ರಷ್ಟು ಮಹಿಳೆಯರು ಯೋಜನೆಯಲ್ಲಿ ಭಾಗವಹಿಸಿದ್ದಾರೆ. ಈ ಸಾಧನೆಗಾಗಿ ಇಲಾಖೆಯ ಅಧಿಕಾರಿ ಸಿಬ್ಬಂದಿಗೆ ಅಭಿನಂದನೆ ಸಲ್ಲಿಸಲಾಗಿದೆ. bbox=[90, 2069, 447, 2210]
police-photo bbox=[479, 276, 1078, 691]
masthead bbox=[81, 84, 1489, 118]
covid-text: ಬೆಂಗಳೂರು, ಏ.2– ರಾಜ್ಯದಲ್ಲಿ 30 ಸಾವಿರಕ್ಕೂ ಹೆಚ್ಚು ಕೊರೊನಾ ಸೋಂಕಿನ ಸಕ್ರಿಯ ಪ್ರಕರಣಗಳಿದ್ದು, ದೇಶದಲ್ಲೇ ಅತಿ ಹೆಚ್ಚು ಸಕ್ರಿಯ ಪ್ರಕರಣಗಳಿರುವ ರಾಜ್ಯಗಳ ಪಟ್ಟಿಯಲ್ಲಿ ಕರ್ನಾಟಕ ಎರಡನೇ ಸ್ಥಾನದಲ್ಲಿದೆ. ಮಹಾರಾಷ್ಟ್ರ ಮೊದಲ ಸ್ಥಾನದಲ್ಲಿದ್ದು, ಅಲ್ಲಿ 3.36 ಲಕ್ಷ ಸಕ್ರಿಯ ಪ್ರಕರಣಗಳಿವೆ. ರಾಜ್ಯದಲ್ಲಿ ಗುರುವಾರ ಒಂದೇ ದಿನ 4,234 ಹೊಸ ಪ್ರಕರಣಗಳು ಪತ್ತೆಯಾಗಿದ್ದು, 18 ಮಂದಿ ಸಾವನ್ನಪ್ಪಿದ್ದಾರೆ. ಬೆಂಗಳೂರು ನಗರದಲ್ಲೇ 2,906 ಪ್ರಕರಣಗಳು ಪತ್ತೆಯಾಗಿದ್ದು, ಸೋಂಕಿತರ ಸಂಖ್ಯೆ ದಿನೇ ದಿನೇ ಏರಿಕೆಯಾಗುತ್ತಿದೆ. ರಾಜ್ಯದಲ್ಲಿ ಇದುವರೆಗೆ ಒಟ್ಟು 9,92,779 ಮಂದಿಗೆ ಸೋಂಕು ತಗುಲಿದ್ದು, 12,585 ಮಂದಿ ಮೃತಪಟ್ಟಿದ್ದಾರೆ. ಪಾಸಿಟಿವಿಟಿ ದರ ಶೇ.2.62ಕ್ಕೆ ಏರಿಕೆಯಾಗಿದೆ. ಕಳೆದ ಒಂದು ವಾರದಲ್ಲಿ ಸಕ್ರಿಯ ಪ್ರಕರಣಗಳ ಸಂಖ್ಯೆ ದ್ವಿಗುಣಗೊಂಡಿದ್ದು, ಆರೋಗ್ಯ ಇಲಾಖೆ ಕಟ್ಟೆಚ್ಚರ ವಹಿಸಿದೆ. ಸಕ್ರಿಯ ಪ್ರಕರಣಗಳಲ್ಲಿ ಶೇ.95.66ರಷ್ಟು ಮಂದಿ ಮನೆ ಆರೈಕೆಯಲ್ಲಿದ್ದಾರೆ. ಕೇರಳ ಮೂರನೇ ಸ್ಥಾನದಲ್ಲಿದ್ದು, ಛತ್ತೀಸ್‌ಗಢ, ಪಂಜಾಬ್ ನಂತರದ ಸ್ಥಾನಗಳಲ್ಲಿವೆ. ಕೇಂದ್ರ ಆರೋಗ್ಯ ಸಚಿವಾಲಯದ ಮಾಹಿತಿ ಪ್ರಕಾರ ದೇಶದಲ್ಲಿ ಸಕ್ರಿಯ ಪ್ರಕರಣಗಳ ಸಂಖ್ಯೆ 6.10 ಲಕ್ಷಕ್ಕೆ ಏರಿಕೆಯಾಗಿದೆ. ರಾಜ್ಯದ ಬೆಂಗಳೂರು (21,798), ಕಲಬುರಗಿ (1,244), ಬೀದರ್ (1,059), ಮೈಸೂರು (727), ತುಮಕೂರು (604) ಜಿಲ್ಲೆಗಳಲ್ಲಿ ಹೆಚ್ಚಿನ ಸಕ್ರಿಯ ಪ್ರಕರಣಗಳಿವೆ. ಸಾರ್ವಜನಿಕರು ಕಡ್ಡಾಯವಾಗಿ ಮಾಸ್ಕ್ ಧರಿಸಬೇಕು, ಅಂತರ ಕಾಯ್ದುಕೊಳ್ಳಬೇಕು ಎಂದು ಆರೋಗ್ಯ ಸಚಿವರು ಮನವಿ ಮಾಡಿದ್ದಾರೆ. bbox=[692, 1547, 1485, 1665]
magenta-dot bbox=[100, 2313, 109, 2321]
magenta-dot bbox=[771, 2313, 780, 2321]
quote-box bbox=[81, 724, 455, 902]
col4-head-2a: ಶಿಕ್ಷಕರ ಸಾಹಿತ್ಯ ಸಮ್ಮೇಳನ ನಡೆಸುವೆ: bbox=[1177, 511, 1406, 533]
black-dot bbox=[800, 2313, 809, 2321]
police-subhead: 12 ಮಂದಿ ನಿವೃತ್ತ ಪೊಲೀಸರಿಗೆ ಆತ್ಮೀಯ ಅಭಿನಂದನೆ bbox=[610, 246, 946, 268]
police-headline-2: ತುಕಡಿಗಳ ಆಕರ್ಷಕ ಪಥಸಂಚಲನ bbox=[546, 191, 1010, 241]
covid-headline-1: ಅತಿ ಹೆಚ್ಚು ಕೋವಿಡ್–19 ಸಕ್ರಿಯ bbox=[822, 1419, 1356, 1476]
col1-head-3: ನಿವೇಶನಗಳ ಹಂಚಿಕೆಗೆ ತಡೆಯಾಜ್ಞೆ bbox=[159, 909, 378, 933]
ragi-head-2: ರಾಗಿ ಖರೀದಿ ಕೇಂದ್ರ ಸ್ಥಾಪನೆ bbox=[507, 1479, 642, 1497]
black-dot bbox=[1476, 2313, 1485, 2321]
magenta-dot bbox=[1447, 2313, 1456, 2321]
acp-headline-2: ಗಂಗಾಧರಸ್ವಾಮಿ ಅಧಿಕಾರ ಸ್ವೀಕಾರ bbox=[599, 1057, 958, 1097]
col1-text-3: ಉಚ್ಚನ್ಯಾಯಾಲಯವು ನಿವೇಶನಗಳ ಹಂಚಿಕೆ ಪ್ರಕ್ರಿಯೆಗೆ ತಡೆಯಾಜ್ಞೆ ನೀಡಿದೆ. ಸುಮಾರು 10 ವರ್ಷಗಳಿಂದ ಹೆಚ್ಚು ಕಾಲ ಬಾಕಿ ಇದ್ದ ಈ ಪ್ರಕರಣದಲ್ಲಿ ನ್ಯಾಯಾಲಯ ಮಧ್ಯಂತರ ಆದೇಶ ನೀಡಿದೆ. ನಿವೇಶನಗಳ ಹಂಚಿಕೆಗೆ ಸಂಬಂಧಿಸಿದಂತೆ ಎಲ್ಲಾ ಪ್ರಕ್ರಿಯೆಗಳನ್ನು ಮುಂದಿನ ಆದೇಶದವರೆಗೆ ಸ್ಥಗಿತಗೊಳಿಸಬೇಕು ಎಂದು ಸೂಚಿಸಲಾಗಿದೆ. ಏಪ್ರಿಲ್ 20ರಂದು ಮುಂದಿನ ವಿಚಾರಣೆ ನಡೆಯಲಿದ್ದು, ಅರ್ಜಿದಾರರ ಪರ ವಕೀಲರು ವಾದ ಮಂಡಿಸಿದರು. bbox=[81, 940, 455, 1027]
col1-head-4: ರಮೇಶ್ ಜಾರಕಿಹೊಳಿ ಬಂಧನ ಭೀತಿ bbox=[151, 1073, 385, 1097]
cyan-dot bbox=[1433, 2313, 1441, 2321]
acp-text: ಮೈಸೂರು, ಏ.2(ಆರ್‌ಕೆ)– ಮೈಸೂರು ನಗರ ಸಂಚಾರ ವಿಭಾಗದ ಎಸಿಪಿಯಾಗಿ ಗಂಗಾಧರಸ್ವಾಮಿ ಅವರು ಗುರುವಾರ ಸಂಜೆ ಅಧಿಕಾರ ವಹಿಸಿಕೊಂಡರು. ತಮ್ಮನ್ನು ಭೇಟಿ ಮಾಡಿದ ‘ಮೈಸೂರು ಮಿತ್ರ’ನೊಂದಿಗೆ ಮಾತನಾಡಿದ ಅವರು, ನಗರದ ಸಂಚಾರ ವ್ಯವಸ್ಥೆ ಸುಗಮಗೊಳಿಸಲು ಆದ್ಯತೆ ನೀಡಲಾಗುವುದು. ಪ್ರಮುಖ ವೃತ್ತಗಳಲ್ಲಿ ವಾಹನ ದಟ್ಟಣೆ ನಿಯಂತ್ರಣ, ಪಾರ್ಕಿಂಗ್ ವ್ಯವಸ್ಥೆ ಬಗ್ಗೆ ಕ್ರಮ ಕೈಗೊಳ್ಳಲಾಗುವುದು ಎಂದರು. ಎಲ್ಲಾ ಸಂಚಾರ ಠಾಣೆಗಳ ಇನ್ಸ್‌ಪೆಕ್ಟರ್, ಸಬ್‌ಇನ್ಸ್‌ಪೆಕ್ಟರ್‌ಗಳ ಸಭೆ ನಡೆಸಿ ಪ್ರಸ್ತುತ ಸ್ಥಿತಿ–ಗತಿಗಳ ಬಗ್ಗೆ ಮಾಹಿತಿ ಪಡೆಯಲಾಗುವುದು. ಸಂಚಾರ ನಿಯಮಗಳ ಉಲ್ಲಂಘನೆ ತಡೆಗಟ್ಟಲು ವಿಶೇಷ ಕಾರ್ಯಾಚರಣೆ ನಡೆಸಲಾಗುವುದು. ಸಾರ್ವಜನಿಕರ ಸಹಕಾರದಿಂದ ಅಪಘಾತ ರಹಿತ ನಗರವನ್ನಾಗಿಸುವ ಗುರಿ ಹೊಂದಲಾಗಿದೆ ಎಂದು ಅವರು ತಿಳಿಸಿದರು. bbox=[477, 1106, 768, 1259]
col1-text-4: ಮುಖ್ಯಮಂತ್ರಿಯವರ ಗೃಹ ಸಚಿವ ಬಸವರಾಜ ಬೊಮ್ಮಾಯಿ ಅವರನ್ನು ತಮ್ಮ ನಿವಾಸಕ್ಕೆ ಕರೆಸಿಕೊಂಡು ತನಿಖೆಗೆ ಸಂಬಂಧಿಸಿದಂತೆ ಮಾಹಿತಿ ಪಡೆದುಕೊಂಡರು. ಪ್ರಕರಣದ ತನಿಖೆ ನಡೆಸುತ್ತಿರುವ ಎಸ್‌ಐಟಿ ಮುಂದೆ ಹಾಜರಾಗುವ ಕುರಿತು ಚರ್ಚೆ ನಡೆದಿದ್ದು, ಬಂಧನ ಭೀತಿ ಎದುರಾಗಿದೆ. ಈ ಹಿನ್ನೆಲೆಯಲ್ಲಿ ವಕೀಲರ ಜೊತೆ ಚರ್ಚಿಸಿ ಮುಂದಿನ ಕ್ರಮ ಕೈಗೊಳ್ಳಲು ಅವರು ನಿರ್ಧರಿಸಿದ್ದಾರೆ ಎನ್ನಲಾಗಿದೆ. bbox=[81, 1105, 455, 1173]
ragi-text: ಮೈಸೂರು, ಏ.2– 2020–21ನೇ ಸಾಲಿನ ಮುಂಗಾರು (ಖಾರೀಫ್) ಋತುವಿನಲ್ಲಿ ರೈತರು ಬೆಳೆದ ರಾಗಿ ಉತ್ಪನ್ನವನ್ನು ಕನಿಷ್ಠ ಬೆಂಬಲ ಬೆಲೆ ಯೋಜನೆಯಡಿ ಖರೀದಿಸಲು ಜಿಲ್ಲೆಯಲ್ಲಿ ಖರೀದಿ ಕೇಂದ್ರಗಳನ್ನು ಸ್ಥಾಪಿಸಲಾಗಿದೆ. ಪ್ರತಿ ಕ್ವಿಂಟಾಲ್ ರಾಗಿಗೆ 3295 ರೂ. ನಿಗದಿ ಮಾಡಲಾಗಿದೆ. ಜಿಲ್ಲೆಯ ತಾಲೂಕು ಕೇಂದ್ರಗಳಲ್ಲಿ ಎಪಿಎಂಸಿ ಆವರಣದಲ್ಲಿ ಖರೀದಿ ಕೇಂದ್ರ ತೆರೆಯಲಾಗಿದ್ದು, ರೈತರು ನೋಂದಣಿ ಮಾಡಿಕೊಂಡು ರಾಗಿ ಮಾರಾಟ ಮಾಡಬಹುದು. ನೋಂದಣಿ ಸಂದರ್ಭದಲ್ಲಿ ಪಹಣಿ, ಆಧಾರ್ ಹಾಗೂ ಬ್ಯಾಂಕ್ ಖಾತೆ ವಿವರ ಸಲ್ಲಿಸಬೇಕು. ಖರೀದಿಸಿದ ರಾಗಿಯ ಹಣವನ್ನು ನೇರವಾಗಿ ರೈತರ ಬ್ಯಾಂಕ್ ಖಾತೆಗೆ ಜಮೆ ಮಾಡಲಾಗುವುದು ಎಂದು ಜಿಲ್ಲಾಧಿಕಾರಿ ತಿಳಿಸಿದ್ದಾರೆ. bbox=[476, 1509, 673, 1732]
col4-head-1: ಧ್ವನ್ಯಾಲೋಕದಲ್ಲಿಂದು ‘ರಂಗ ಕೌಶಲ’ ಆರಂಭ bbox=[1166, 129, 1417, 150]
police-text: ಮೈಸೂರು, ಏ.2(ಆರ್‌ಕೆ)– ಮೈಸೂರಿನ ಸಿಎಆರ್ ಕವಾಯತು ಮೈದಾನದಲ್ಲಿ ಇಂದು ನಡೆದ ಪೊಲೀಸ್ ಧ್ವಜ ದಿನಾಚರಣೆಯಲ್ಲಿ ಪೊಲೀಸ್ ತುಕಡಿಗಳು ಪ್ರದರ್ಶಿಸಿದ ಶಿಸ್ತುಬದ್ಧ ಆಕರ್ಷಕ ಪಥ ಸಂಚಲನವು ಎಲ್ಲರ ಗಮನ ಸೆಳೆಯಿತು. ಸಿಎಆರ್, ಡಿಎಆರ್, ಸಂಚಾರ, ಕಾನೂನು ಸುವ್ಯವಸ್ಥೆ ವಿಭಾಗದ ಪೊಲೀಸರು ಸೇರಿದಂತೆ ವಿವಿಧ ತುಕಡಿಗಳು ಪಥಸಂಚಲನದಲ್ಲಿ ಪಾಲ್ಗೊಂಡವು. ಈ ಸಂದರ್ಭದಲ್ಲಿ ಸೇವೆಯಿಂದ ನಿವೃತ್ತರಾದ 12 ಮಂದಿ ಪೊಲೀಸ್ ಅಧಿಕಾರಿ ಹಾಗೂ ಸಿಬ್ಬಂದಿಯನ್ನು ಸನ್ಮಾನಿಸಿ ಗೌರವಿಸಲಾಯಿತು. ಮುಖ್ಯ ಅತಿಥಿಯಾಗಿ ಆಗಮಿಸಿದ್ದ ನಿವೃತ್ತ ಐಜಿಪಿ ಅವರು ಧ್ವಜವಂದನೆ ಸ್ವೀಕರಿಸಿ ಮಾತನಾಡಿ, ಪೊಲೀಸರು ಸಮಾಜದ ರಕ್ಷಕರು. ಹಗಲು ರಾತ್ರಿ ಎನ್ನದೆ ಸೇವೆ ಸಲ್ಲಿಸುವ ಅವರ ಕಾರ್ಯ ಶ್ಲಾಘನೀಯ. ಕೊರೊನಾ ಸಂಕಷ್ಟದ ಸಮಯದಲ್ಲೂ ಮುಂಚೂಣಿ ಯೋಧರಾಗಿ ಕಾರ್ಯ ನಿರ್ವಹಿಸಿದ್ದಾರೆ ಎಂದು ಶ್ಲಾಘಿಸಿದರು. ನಗರ ಪೊಲೀಸ್ ಆಯುಕ್ತ ಡಾ.ಚಂದ್ರಗುಪ್ತ ಮಾತನಾಡಿ, ಪೊಲೀಸ್ ಕಲ್ಯಾಣ ನಿಧಿಗೆ ದೇಣಿಗೆ ಸಂಗ್ರಹಿಸುವ ಉದ್ದೇಶದಿಂದ ಧ್ವಜ ಮಾರಾಟ ಮಾಡಲಾಗುತ್ತಿದೆ. ಸಾರ್ವಜನಿಕರು ಉದಾರವಾಗಿ ದೇಣಿಗೆ ನೀಡಬೇಕು ಎಂದು ಮನವಿ ಮಾಡಿದರು. ಡಿಸಿಪಿಗಳಾದ ಪ್ರಕಾಶ್‌ಗೌಡ, ಶಿವರಾಜು, ಎಸಿಪಿಗಳು, ಇನ್ಸ್‌ಪೆಕ್ಟರ್‌ಗಳು ಹಾಗೂ ಕುಟುಂಬದ ಸದಸ್ಯರು ಉಪಸ್ಥಿತರಿದ್ದರು. ನಿವೃತ್ತರಾದ ಕೆ.ಸುಬ್ಬಣ್ಣ, ಎಂ.ರಾಮಯ್ಯ, ಆರ್.ಲಿಂಗಣ್ಣ, ಎಸ್.ನಾಗರಾಜು, ಎಚ್.ಪ್ರಕಾಶ್ ಅವರನ್ನು ಸನ್ಮಾನಿಸಲಾಯಿತು. ಕಾರ್ಯಕ್ರಮದ ಕೊನೆಯಲ್ಲಿ ಪೊಲೀಸ್ ವಾದ್ಯವೃಂದ ದೇಶಭಕ್ತಿ ಗೀತೆಗಳನ್ನು ನುಡಿಸಿತು. bbox=[477, 699, 1079, 869]
police-headline-1: ಗಮನ ಸೆಳೆದ ಪೊಲೀಸ್ bbox=[604, 132, 952, 186]
yellow-dot bbox=[1462, 2313, 1471, 2321]
col1-head-1: ಶೇ.50ರ ನಿರ್ಬಂಧ bbox=[203, 157, 334, 181]
rss-head-2: ಬಿಜೆಪಿ ವಿಷವೃಕ್ಷ bbox=[1353, 1756, 1442, 1776]
acp-photo bbox=[778, 1104, 1078, 1322]
covid-rule bbox=[689, 1725, 1488, 1726]
acp-headline-1: ಮೈಸೂರು ನೂತನ ಸಂಚಾರ ಎಸಿಪಿ bbox=[597, 1014, 959, 1053]
col4-head-2b: ಕಸಾಪ ಅಧ್ಯಕ್ಷ ಸ್ಥಾನ ಆಕಾಂಕ್ಷಿ ಭರವಸೆ bbox=[1175, 540, 1408, 562]
nrega-box bbox=[81, 2036, 455, 2291]
portrait-image bbox=[693, 1992, 801, 2115]
yellow-dot bbox=[785, 2313, 794, 2321]
covid-headline-2: ಪ್ರಕರಣ: ದೇಶದಲ್ಲೇ ರಾಜ್ಯಕ್ಕೆ 2ನೇ ಸ್ಥಾನ! bbox=[771, 1480, 1407, 1537]
nrega-title: ಮಹಾತ್ಮಗಾಂಧಿ ನರೇಗಾ ಯೋಜನೆಯಲ್ಲಿ ರಾಜ್ಯದ ಸಾಧನೆ bbox=[83, 2038, 454, 2062]
paper-logo: ಮೈಸೂರು ಮಿತ್ರ bbox=[732, 84, 856, 113]
parva-head-1: ಇಂದು ಮತ್ತು ನಾಳೆ ಭೂಮಿಗೀತದಲ್ಲಿ bbox=[490, 2094, 659, 2112]
